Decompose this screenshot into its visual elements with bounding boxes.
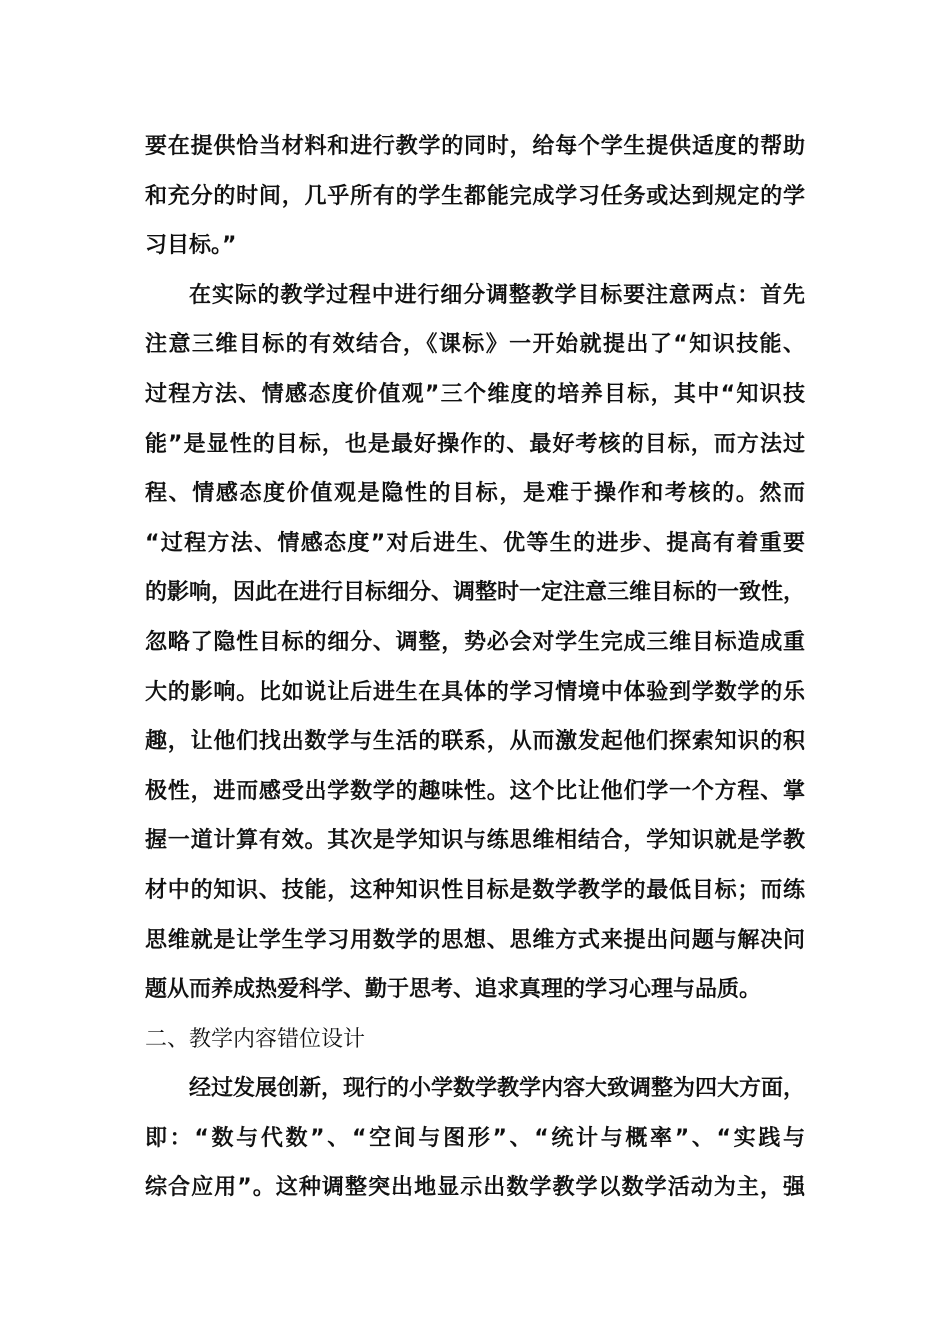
text-line: 极性，进而感受出学数学的趣味性。这个比让他们学一个方程、掌 (145, 778, 805, 804)
text-line: 思维就是让学生学习用数学的思想、思维方式来提出问题与解决问 (145, 927, 805, 953)
text-line: 握一道计算有效。其次是学知识与练思维相结合，学知识就是学教 (145, 828, 805, 854)
text-line: 过程方法、情感态度价值观”三个维度的培养目标，其中“知识技 (145, 381, 805, 407)
text-line: 的影响，因此在进行目标细分、调整时一定注意三维目标的一致性， (145, 580, 806, 606)
text-line: 在实际的教学过程中进行细分调整教学目标要注意两点：首先 (189, 282, 805, 308)
text-line: 即：“数与代数”、“空间与图形”、“统计与概率”、“实践与 (145, 1125, 805, 1151)
text-line: 忽略了隐性目标的细分、调整，势必会对学生完成三维目标造成重 (145, 629, 805, 655)
text-line: 大的影响。比如说让后进生在具体的学习情境中体验到学数学的乐 (145, 679, 805, 705)
text-line: 材中的知识、技能，这种知识性目标是数学教学的最低目标；而练 (145, 877, 805, 903)
text-line: 要在提供恰当材料和进行教学的同时，给每个学生提供适度的帮助 (145, 134, 805, 159)
text-line: 程、情感态度价值观是隐性的目标，是难于操作和考核的。然而 (145, 481, 805, 507)
text-line: 和充分的时间，几乎所有的学生都能完成学习任务或达到规定的学 (145, 183, 805, 209)
text-line: 综合应用”。这种调整突出地显示出数学教学以数学活动为主，强 (145, 1175, 805, 1201)
text-line: 经过发展创新，现行的小学数学教学内容大致调整为四大方面， (189, 1076, 806, 1102)
document-body (145, 122, 805, 1213)
text-line: 习目标。” (145, 233, 237, 259)
text-line: 题从而养成热爱科学、勤于思考、追求真理的学习心理与品质。 (145, 977, 762, 1003)
text-line: 能”是显性的目标，也是最好操作的、最好考核的目标，而方法过 (145, 431, 805, 457)
text-line: 趣，让他们找出数学与生活的联系，从而激发起他们探索知识的积 (145, 729, 805, 755)
text-line: 注意三维目标的有效结合，《课标》一开始就提出了“知识技能、 (145, 332, 805, 358)
section-heading: 二、教学内容错位设计 (145, 1026, 366, 1052)
text-line: “过程方法、情感态度”对后进生、优等生的进步、提高有着重要 (145, 530, 805, 556)
